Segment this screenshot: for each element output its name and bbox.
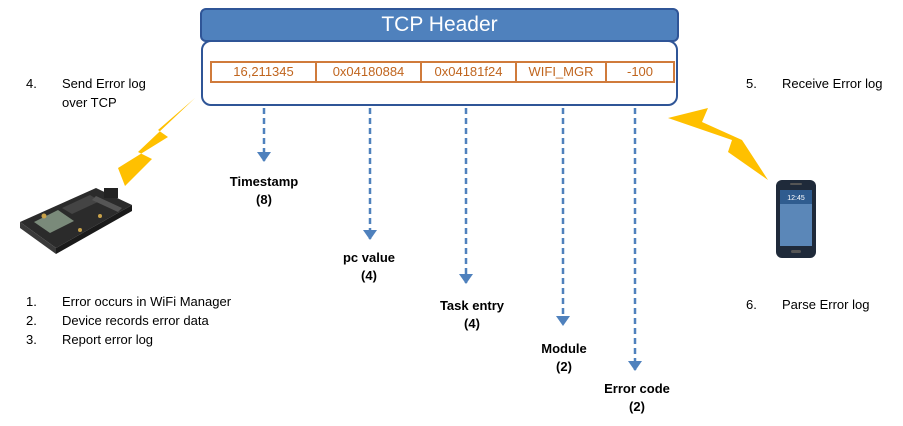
step-3-text: Report error log (62, 332, 154, 347)
label-timestamp-size: (8) (256, 192, 272, 207)
task-entry-arrowhead (459, 274, 473, 284)
step-1-number: 1. (26, 294, 37, 309)
packet-fields (210, 61, 675, 83)
error-code-arrowhead (628, 361, 642, 371)
tcp-header-title: TCP Header (200, 8, 679, 42)
label-task-entry-name: Task entry (439, 298, 505, 313)
field-pc-value: 0x04180884 (317, 63, 422, 81)
step-2-number: 2. (26, 313, 37, 328)
field-module: WIFI_MGR (517, 63, 607, 81)
step-1-text: Error occurs in WiFi Manager (62, 294, 232, 309)
step-receive-text: Receive Error log (782, 76, 883, 91)
step-2 (26, 311, 266, 330)
step-1 (26, 292, 266, 311)
label-error-code (577, 380, 697, 416)
field-task-entry: 0x04181f24 (422, 63, 517, 81)
label-task-entry (412, 297, 532, 333)
label-pc-value (309, 249, 429, 285)
step-3-number: 3. (26, 332, 37, 347)
step-parse-text: Parse Error log (782, 297, 870, 312)
label-module-name: Module (541, 341, 587, 356)
field-error-code: -100 (626, 64, 654, 79)
step-send-number: 4. (26, 76, 37, 91)
field-timestamp: 16,211345 (212, 63, 317, 81)
step-receive (746, 74, 896, 93)
svg-text:12:45: 12:45 (787, 195, 805, 202)
label-module (504, 340, 624, 376)
smartphone-icon (776, 180, 816, 258)
label-timestamp (204, 173, 324, 209)
label-pc-value-name: pc value (342, 250, 396, 265)
step-receive-number: 5. (746, 76, 757, 91)
step-send-line2: over TCP (62, 95, 117, 110)
step-send-line1: Send Error log (62, 76, 146, 91)
step-send (26, 74, 186, 114)
label-error-code-name: Error code (604, 381, 670, 396)
lightning-icon-receive (668, 108, 768, 180)
label-timestamp-name: Timestamp (229, 174, 299, 189)
step-parse-number: 6. (746, 297, 757, 312)
step-3 (26, 330, 266, 349)
step-parse (746, 295, 896, 314)
label-pc-value-size: (4) (361, 268, 377, 283)
circuit-board-icon (20, 188, 132, 254)
module-arrowhead (556, 316, 570, 326)
label-module-size: (2) (556, 359, 572, 374)
label-error-code-size: (2) (629, 399, 645, 414)
label-task-entry-size: (4) (464, 316, 480, 331)
step-2-text: Device records error data (62, 313, 209, 328)
pc-value-arrowhead (363, 230, 377, 240)
timestamp-arrowhead (257, 152, 271, 162)
